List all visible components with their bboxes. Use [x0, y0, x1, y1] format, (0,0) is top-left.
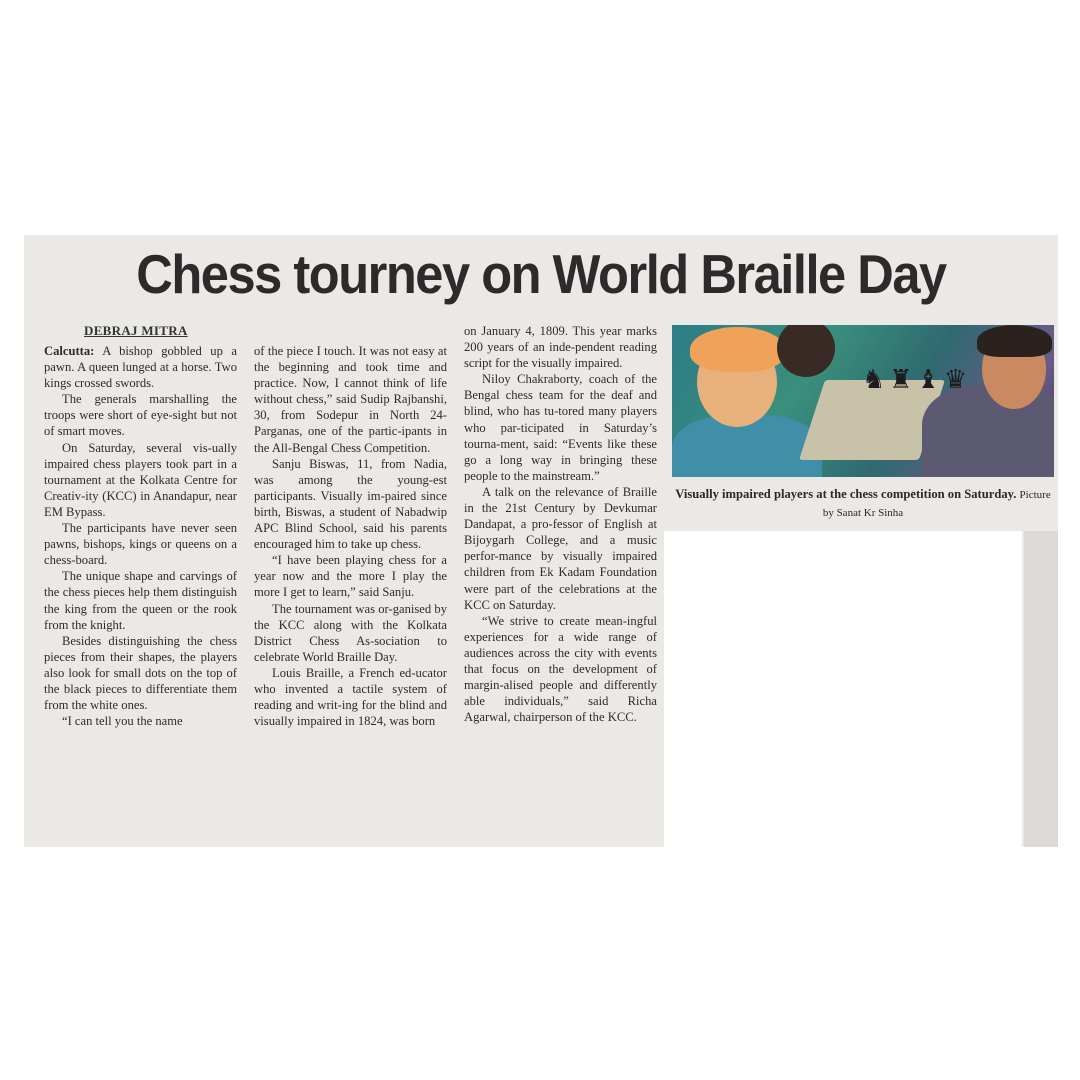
chess-pieces-icon: ♞♜♝♛ — [862, 365, 972, 395]
newspaper-clipping — [24, 235, 1058, 847]
photo-credit: Picture by Sanat Kr Sinha — [822, 489, 1051, 519]
paragraph: of the piece I touch. It was not easy at the beginning and took time and practice. Now, I cannot think of life without chess,” said Sudip Rajbanshi, 30, from Sodepur in North 24-Parganas, one of the partic-ipants in the All-Bengal Chess Competition. — [254, 344, 447, 455]
chess-players-photo — [672, 325, 1054, 477]
player-figure — [690, 327, 785, 372]
article-column-2 — [254, 343, 447, 729]
dateline: Calcutta: — [44, 344, 95, 358]
paragraph: “We strive to create mean-ingful experiences for a wide range of audiences across the city with events that focus on the development of margin-alised people and differently able individuals,” said Richa Agarwal, chairperson of the KCC. — [464, 613, 657, 725]
caption-text: Visually impaired players at the chess competition on Saturday. — [675, 487, 1017, 501]
paragraph: Louis Braille, a French ed-ucator who invented a tactile system of reading and writ-ing for the blind and visually impaired in 1824, was born — [254, 665, 447, 729]
paragraph: Sanju Biswas, 11, from Nadia, was among the young-est participants. Visually im-paired since birth, Biswas, a student of Nabadwip APC Blind School, said his parents encouraged him to take up chess. — [254, 456, 447, 552]
edge-strip — [1024, 531, 1058, 847]
paragraph: Besides distinguishing the chess pieces from their shapes, the players also look for small dots on the top of the black pieces to differentiate them from the white ones. — [44, 633, 237, 713]
paragraph — [44, 343, 237, 391]
paragraph: The tournament was or-ganised by the KCC along with the Kolkata District Chess As-sociation to celebrate World Braille Day. — [254, 601, 447, 664]
headline: Chess tourney on World Braille Day — [136, 243, 946, 305]
player-figure — [977, 325, 1052, 357]
paragraph: On Saturday, several vis-ually impaired chess players took part in a tournament at the Kolkata Centre for Creativ-ity (KCC) in Anandapur, near EM Bypass. — [44, 440, 237, 519]
paragraph: The generals marshalling the troops were short of eye-sight but not of smart moves. — [44, 392, 237, 439]
article-column-3 — [464, 323, 657, 725]
player-figure — [777, 325, 835, 377]
byline: DEBRAJ MITRA — [84, 323, 188, 338]
paragraph: “I have been playing chess for a year now and the more I play the more I get to learn,” said Sanju. — [254, 553, 447, 600]
paragraph-text: A bishop gobbled up a pawn. A queen lunged at a horse. Two kings crossed swords. — [44, 344, 237, 391]
paragraph: Niloy Chakraborty, coach of the Bengal chess team for the deaf and blind, who has tu-tored many players who par-ticipated in Saturday’s tourna-ment, said: “Events like these go a long way in bringing these people to the mainstream.” — [464, 372, 657, 483]
article-column-1 — [44, 343, 237, 729]
blank-area — [664, 531, 1022, 847]
paragraph: A talk on the relevance of Braille in the 21st Century by Devkumar Dandapat, a pro-fessor of English at Bijoygarh College, and a music perfor-mance by visually impaired children from Ek Kadam Foundation were part of the celebrations at the KCC on Saturday. — [464, 484, 657, 612]
paragraph: The unique shape and carvings of the chess pieces help them distinguish the king from the queen or the rook from the knight. — [44, 569, 237, 632]
paragraph: on January 4, 1809. This year marks 200 years of an inde-pendent reading script for the visually impaired. — [464, 324, 657, 371]
photo-caption — [672, 486, 1054, 522]
paragraph: The participants have never seen pawns, bishops, kings or queens on a chess-board. — [44, 521, 237, 568]
paragraph: “I can tell you the name — [62, 714, 183, 729]
